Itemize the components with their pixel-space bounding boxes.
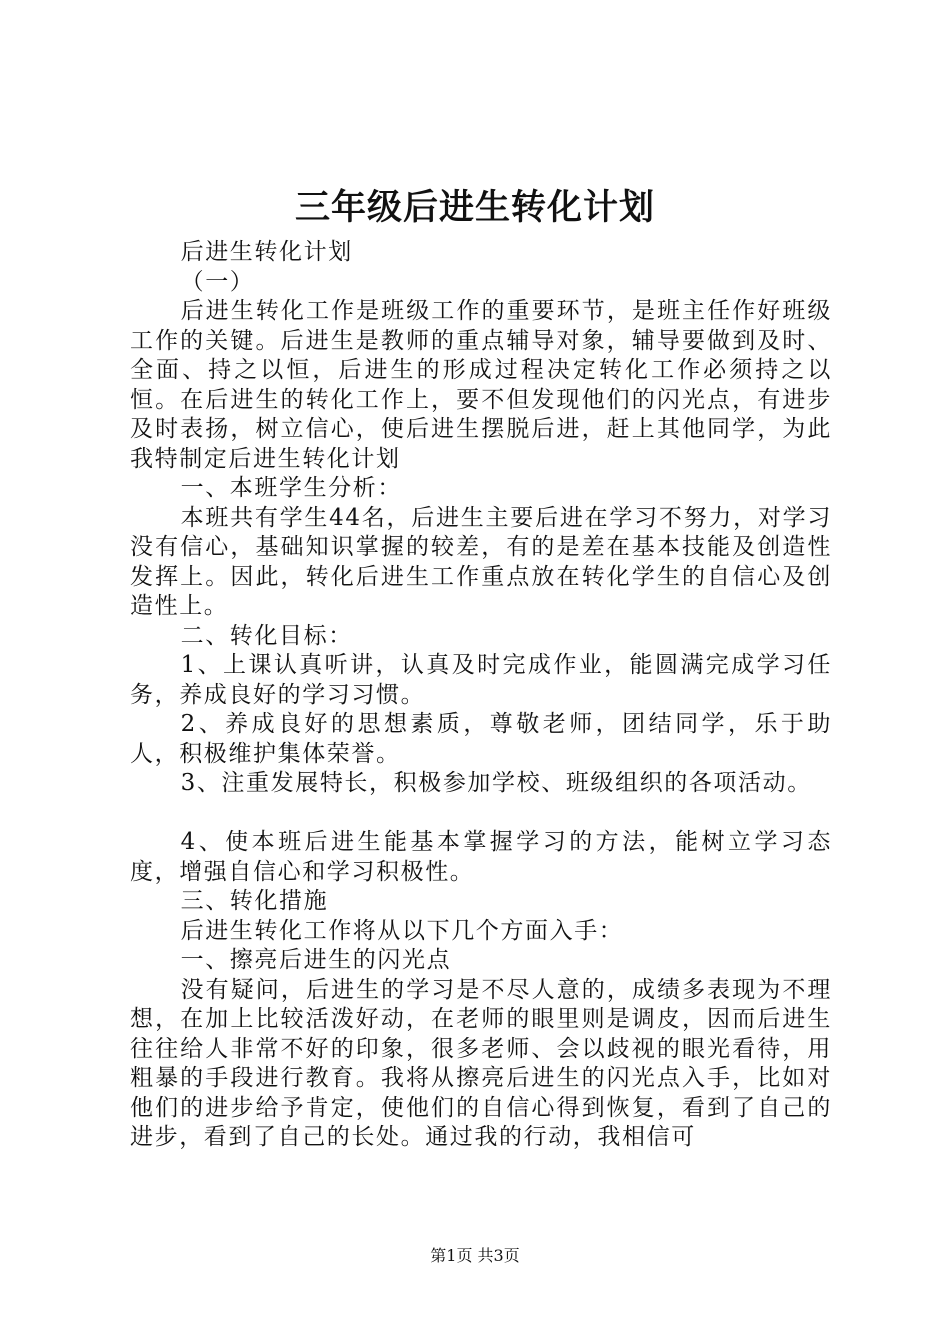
document-body [130,238,832,1153]
goal-item-4: 4、使本班后进生能基本掌握学习的方法，能树立学习态度，增强自信心和学习积极性。 [130,829,832,885]
paragraph-measure-1: 没有疑问，后进生的学习是不尽人意的，成绩多表现为不理想，在加上比较活泼好动，在老师的眼里则是调皮，因而后进生往往给人非常不好的印象，很多老师、会以歧视的眼光看待，用粗暴的手段进行教育。我将从擦亮后进生的闪光点入手，比如对他们的进步给予肯定，使他们的自信心得到恢复，看到了自己的进步，看到了自己的长处。通过我的行动，我相信可 [130,976,832,1150]
goal-item-2: 2、养成良好的思想素质，尊敬老师，团结同学，乐于助人，积极维护集体荣誉。 [130,711,832,767]
paragraph-intro: 后进生转化工作是班级工作的重要环节，是班主任作好班级工作的关键。后进生是教师的重点辅导对象，辅导要做到及时、全面、持之以恒，后进生的形成过程决定转化工作必须持之以恒。在后进生的转化工作上，要不但发现他们的闪光点，有进步及时表扬，树立信心，使后进生摆脱后进，赶上其他同学，为此我特制定后进生转化计划 [130,298,832,472]
paragraph-measures-intro: 后进生转化工作将从以下几个方面入手： [180,917,624,944]
document-title: 三年级后进生转化计划 [294,187,655,228]
paragraph-class-analysis: 本班共有学生44名，后进生主要后进在学习不努力，对学习没有信心，基础知识掌握的较差，有的是差在基本技能及创造性发挥上。因此，转化后进生工作重点放在转化学生的自信心及创造性上。 [130,504,832,619]
heading-measure-1: 一、擦亮后进生的闪光点 [180,947,452,973]
page-number-footer: 第1页 共3页 [430,1246,520,1265]
heading-class-analysis: 一、本班学生分析： [180,475,402,501]
paragraph-subtitle: 后进生转化计划 [180,239,353,265]
paragraph-section-marker: （一） [180,268,255,295]
goal-item-3: 3、注重发展特长，积极参加学校、班级组织的各项活动。 [180,770,812,796]
heading-measures: 三、转化措施 [180,888,329,914]
heading-goals: 二、转化目标： [180,622,353,649]
goal-item-1: 1、上课认真听讲，认真及时完成作业，能圆满完成学习任务，养成良好的学习习惯。 [130,652,832,708]
